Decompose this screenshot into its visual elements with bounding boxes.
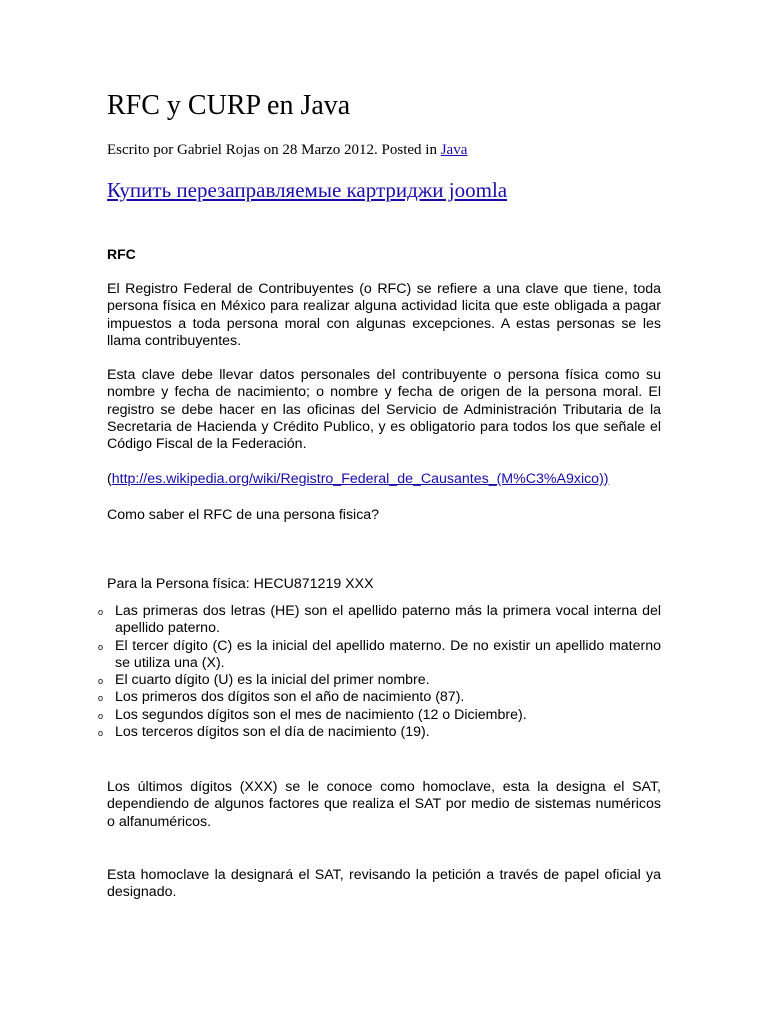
article-byline bbox=[107, 141, 467, 159]
list-item bbox=[98, 689, 661, 706]
list-item-text: Los primeros dos dígitos son el año de nacimiento (87). bbox=[115, 689, 465, 706]
paragraph-homoclave: Los últimos dígitos (XXX) se le conoce como homoclave, esta la designa el SAT, dependiendo de algunos factores que realiza el SAT por medio de sistemas numéricos o alfanuméricos. bbox=[107, 779, 661, 830]
article-title: RFC y CURP en Java bbox=[107, 90, 351, 121]
paragraph-example: Para la Persona física: HECU871219 XXX bbox=[107, 576, 374, 592]
section-heading: RFC bbox=[107, 246, 136, 262]
paragraph-homoclave-assignment: Esta homoclave la designará el SAT, revisando la petición a través de papel oficial ya designado. bbox=[107, 867, 661, 901]
wikipedia-link[interactable]: http://es.wikipedia.org/wiki/Registro_Federal_de_Causantes_(M%C3%A9xico)) bbox=[111, 471, 609, 487]
list-item-text: El cuarto dígito (U) es la inicial del primer nombre. bbox=[115, 672, 430, 689]
category-link[interactable]: Java bbox=[440, 142, 468, 158]
list-item bbox=[98, 603, 661, 638]
list-item-text: Los terceros dígitos son el día de nacimiento (19). bbox=[115, 724, 430, 741]
paragraph-question: Como saber el RFC de una persona fisica? bbox=[107, 507, 380, 523]
bullet-marker-icon: o bbox=[98, 641, 104, 652]
bullet-marker-icon: o bbox=[98, 728, 104, 739]
paragraph-rfc-definition: El Registro Federal de Contribuyentes (o RFC) se refiere a una clave que tiene, toda persona física en México para realizar alguna actividad licita que este obligada a pagar impuestos a toda persona moral con algunas excepciones. A estas personas se les llama contribuyentes. bbox=[107, 281, 661, 349]
list-item bbox=[98, 672, 661, 689]
list-item-text: El tercer dígito (C) es la inicial del apellido materno. De no existir un apellido materno se utiliza una (X). bbox=[115, 637, 661, 671]
bullet-marker-icon: o bbox=[98, 676, 104, 687]
list-item bbox=[98, 638, 661, 673]
rfc-breakdown-list bbox=[98, 603, 661, 741]
promo-link[interactable]: Купить перезаправляемые картриджи joomla bbox=[107, 178, 508, 202]
list-item bbox=[98, 724, 661, 741]
byline-text: Escrito por Gabriel Rojas on 28 Marzo 2012. Posted in bbox=[107, 142, 441, 158]
list-item-text: Las primeras dos letras (HE) son el apellido paterno más la primera vocal interna del apellido paterno. bbox=[115, 603, 661, 637]
paragraph-source bbox=[107, 471, 661, 488]
bullet-marker-icon: o bbox=[98, 693, 104, 704]
list-item bbox=[98, 707, 661, 724]
paragraph-rfc-details: Esta clave debe llevar datos personales del contribuyente o persona física como su nombre y fecha de nacimiento; o nombre y fecha de origen de la persona moral. El registro se debe hacer en las oficinas del Servicio de Administración Tributaria de la Secretaria de Hacienda y Crédito Publico, y es obligatorio para todos los que señale el Código Fiscal de la Federación. bbox=[107, 367, 661, 453]
list-item-text: Los segundos dígitos son el mes de nacimiento (12 o Diciembre). bbox=[115, 706, 527, 723]
bullet-marker-icon: o bbox=[98, 607, 104, 617]
bullet-marker-icon: o bbox=[98, 710, 104, 721]
source-open-paren: ( bbox=[107, 471, 112, 487]
